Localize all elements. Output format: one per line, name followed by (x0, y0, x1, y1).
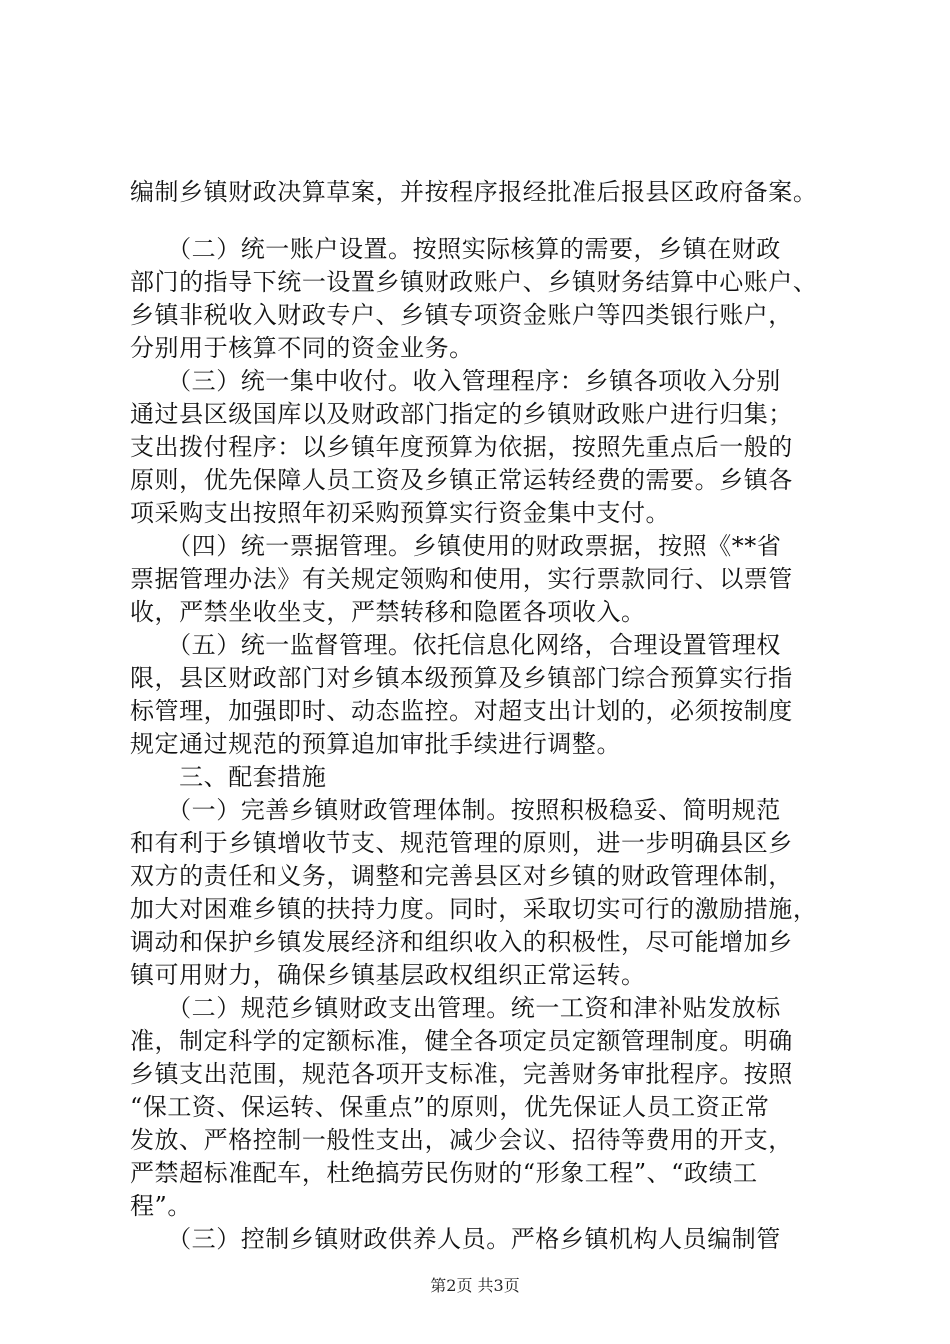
section-heading: 三、配套措施 (130, 763, 327, 791)
text-line: 双方的责任和义务，调整和完善县区对乡镇的财政管理体制， (130, 862, 793, 890)
text-line: （三）统一集中收付。收入管理程序：乡镇各项收入分别 (130, 367, 781, 395)
text-line: 编制乡镇财政决算草案，并按程序报经批准后报县区政府备案。 (130, 178, 818, 206)
text-line: 项采购支出按照年初采购预算实行资金集中支付。 (130, 499, 671, 527)
text-line: 原则，优先保障人员工资及乡镇正常运转经费的需要。乡镇各 (130, 466, 793, 494)
text-line: 标管理，加强即时、动态监控。对超支出计划的，必须按制度 (130, 697, 793, 725)
text-line: 票据管理办法》有关规定领购和使用，实行票款同行、以票管 (130, 565, 793, 593)
text-line: 通过县区级国库以及财政部门指定的乡镇财政账户进行归集； (130, 400, 793, 428)
text-line: （三）控制乡镇财政供养人员。严格乡镇机构人员编制管 (130, 1225, 781, 1253)
page-number-footer: 第2页 共3页 (430, 1276, 520, 1295)
text-line: 程”。 (130, 1192, 192, 1220)
text-line: 严禁超标准配车，杜绝搞劳民伤财的“形象工程”、“政绩工 (130, 1159, 758, 1187)
text-line: 乡镇支出范围，规范各项开支标准，完善财务审批程序。按照 (130, 1060, 793, 1088)
text-line: 加大对困难乡镇的扶持力度。同时，采取切实可行的激励措施， (130, 895, 818, 923)
text-line: 镇可用财力，确保乡镇基层政权组织正常运转。 (130, 961, 646, 989)
text-line: 部门的指导下统一设置乡镇财政账户、乡镇财务结算中心账户、 (130, 268, 818, 296)
text-line: 和有利于乡镇增收节支、规范管理的原则，进一步明确县区乡 (130, 829, 793, 857)
text-line: 调动和保护乡镇发展经济和组织收入的积极性，尽可能增加乡 (130, 928, 793, 956)
text-line: “保工资、保运转、保重点”的原则，优先保证人员工资正常 (130, 1093, 770, 1121)
text-line: （二）统一账户设置。按照实际核算的需要，乡镇在财政 (130, 235, 781, 263)
text-line: （一）完善乡镇财政管理体制。按照积极稳妥、简明规范 (130, 796, 781, 824)
text-line: 发放、严格控制一般性支出，减少会议、招待等费用的开支， (130, 1126, 793, 1154)
text-line: 限，县区财政部门对乡镇本级预算及乡镇部门综合预算实行指 (130, 664, 793, 692)
text-line: 乡镇非税收入财政专户、乡镇专项资金账户等四类银行账户， (130, 301, 793, 329)
text-line: 准，制定科学的定额标准，健全各项定员定额管理制度。明确 (130, 1027, 793, 1055)
text-line: 规定通过规范的预算追加审批手续进行调整。 (130, 730, 621, 758)
text-line: 收，严禁坐收坐支，严禁转移和隐匿各项收入。 (130, 598, 646, 626)
text-line: （四）统一票据管理。乡镇使用的财政票据，按照《**省 (130, 532, 782, 560)
text-line: （五）统一监督管理。依托信息化网络，合理设置管理权 (130, 631, 781, 659)
text-line: 分别用于核算不同的资金业务。 (130, 334, 474, 362)
text-line: 支出拨付程序：以乡镇年度预算为依据，按照先重点后一般的 (130, 433, 793, 461)
text-line: （二）规范乡镇财政支出管理。统一工资和津补贴发放标 (130, 994, 781, 1022)
